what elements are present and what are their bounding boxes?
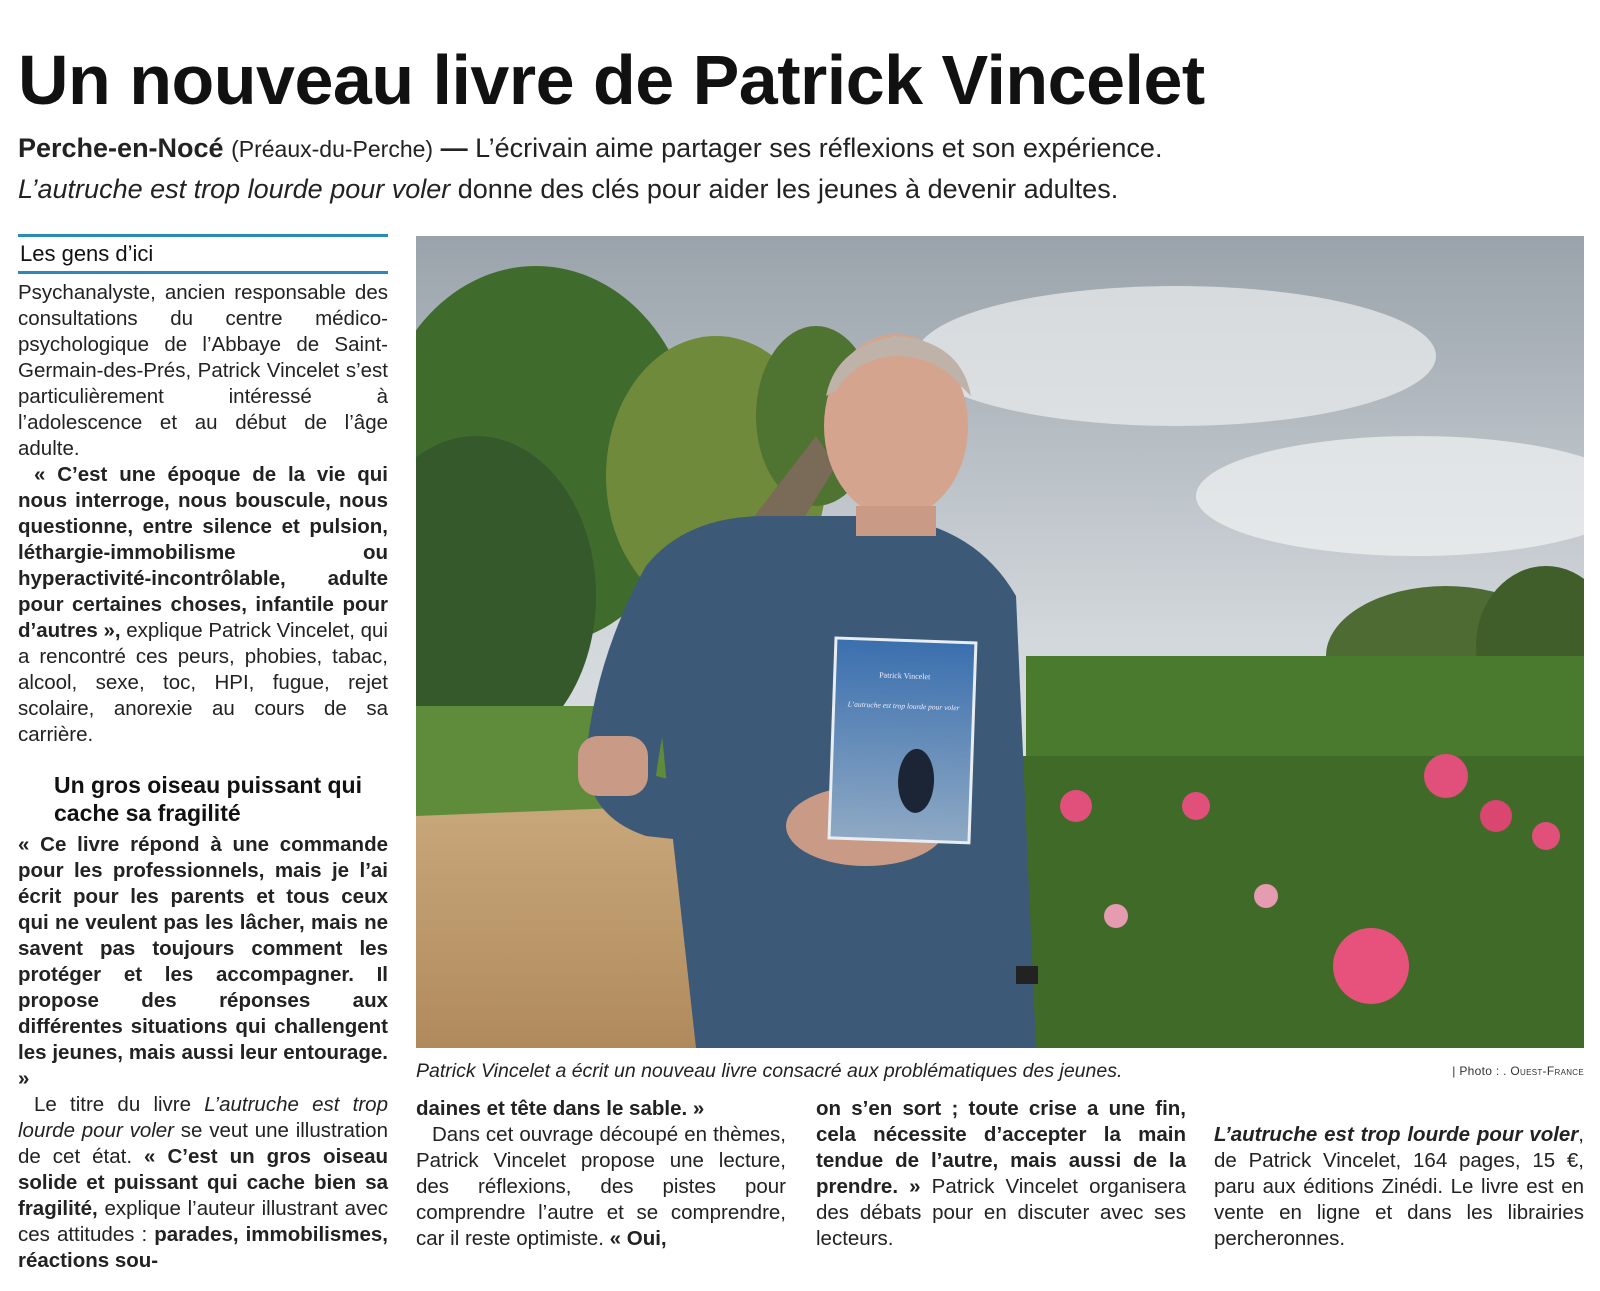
- column-1-bottom: [18, 832, 388, 1274]
- rose: [1532, 822, 1560, 850]
- rose: [1333, 928, 1409, 1004]
- rose: [1254, 884, 1278, 908]
- paragraph: [18, 1092, 388, 1274]
- paragraph: [816, 1096, 1186, 1252]
- column-3: [816, 1096, 1186, 1252]
- paragraph-text: se veut une illustration de cet état.: [18, 1119, 388, 1168]
- paragraph: [416, 1096, 786, 1122]
- rose: [1424, 754, 1468, 798]
- location: Perche-en-Nocé: [18, 133, 224, 163]
- book-title: L’autruche est trop lourde pour voler: [847, 699, 960, 713]
- quote: « Oui,: [609, 1227, 667, 1250]
- paragraph-text: Le titre du livre: [34, 1093, 205, 1116]
- paragraph: [416, 1122, 786, 1252]
- paragraph: Psychanalyste, ancien responsable des consultations du centre médico-psychologique de l’Abbaye de Saint-Germain-des-Prés, Patrick Vincelet s’est particulièrement intéressé à l’adolescence et au début de l’âge adulte.: [18, 281, 388, 460]
- dash: —: [440, 133, 468, 163]
- chapeau-line-2: donne des clés pour aider les jeunes à devenir adultes.: [450, 174, 1119, 204]
- cloud: [916, 286, 1436, 426]
- credit-prefix: | Photo : .: [1452, 1064, 1511, 1078]
- rose: [1182, 792, 1210, 820]
- photo-credit: [1452, 1064, 1584, 1078]
- chapeau-book-title: L’autruche est trop lourde pour voler: [18, 174, 451, 204]
- intertitle: Un gros oiseau puissant qui cache sa fragilité: [54, 772, 362, 826]
- location-detail: (Préaux-du-Perche): [231, 136, 434, 162]
- paragraph-text: explique Patrick Vincelet, qui a rencontré ces peurs, phobies, tabac, alcool, sexe, toc, HPI, fugue, rejet scolaire, anorexie au cours de sa carrière.: [18, 619, 388, 746]
- rubrique: Les gens d’ici: [18, 234, 388, 274]
- chapeau-line-1: L’écrivain aime partager ses réflexions et son expérience.: [467, 133, 1163, 163]
- paragraph-text: Patrick Vincelet organisera des débats pour en discuter avec ses lecteurs.: [816, 1175, 1186, 1250]
- forearm: [578, 736, 648, 796]
- column-4-infobox: [1214, 1122, 1584, 1252]
- paragraph: [18, 462, 388, 748]
- paragraph-text: , de Patrick Vincelet, 164 pages, 15 €, paru aux éditions Zinédi. Le livre est en vente en ligne et dans les librairies percheronnes.: [1214, 1123, 1584, 1250]
- photo-illustration: [416, 236, 1584, 1048]
- column-2: [416, 1096, 786, 1252]
- quote: parades, immobilismes, réactions sou-: [18, 1223, 388, 1272]
- rose: [1480, 800, 1512, 832]
- column-1-top: [18, 280, 388, 748]
- paragraph: [18, 832, 388, 1092]
- book: [829, 638, 976, 843]
- book-title: L’autruche est trop lourde pour voler: [18, 1093, 388, 1142]
- quote: « Ce livre répond à une commande pour les professionnels, mais je l’ai écrit pour les parents et tous ceux qui ne veulent pas les lâcher, mais ne savent pas toujours comment les protéger et les accompagner. Il propose des réponses aux différentes situations qui challengent les jeunes, mais aussi leur entourage. »: [18, 833, 388, 1090]
- book-cover: [829, 638, 976, 843]
- neck: [856, 506, 936, 536]
- paragraph-text: Dans cet ouvrage découpé en thèmes, Patrick Vincelet propose une lecture, des réflexions, des pistes pour comprendre l’autre et se comprendre, car il reste optimiste.: [416, 1123, 786, 1250]
- quote: daines et tête dans le sable. »: [416, 1097, 705, 1120]
- book-author: Patrick Vincelet: [879, 670, 931, 682]
- credit-source: Ouest-France: [1510, 1064, 1584, 1078]
- quote: « C’est une époque de la vie qui nous interroge, nous bouscule, nous questionne, entre silence et pulsion, léthargie-immobilisme ou hyperactivité-incontrôlable, adulte pour certaines choses, infantile pour d’autres »,: [18, 463, 388, 642]
- paragraph: [1214, 1122, 1584, 1252]
- quote: « C’est un gros oiseau solide et puissant qui cache bien sa fragilité,: [18, 1145, 388, 1220]
- headline: Un nouveau livre de Patrick Vincelet: [18, 41, 1205, 119]
- quote: on s’en sort ; toute crise a une fin, cela nécessite d’accepter la main tendue de l’autre, mais aussi de la prendre. »: [816, 1097, 1186, 1198]
- watch: [1016, 966, 1038, 984]
- paragraph-text: explique l’auteur illustrant avec ces attitudes :: [18, 1197, 388, 1246]
- book-title: L’autruche est trop lourde pour voler: [1214, 1123, 1579, 1146]
- rose: [1060, 790, 1092, 822]
- photo-caption: Patrick Vincelet a écrit un nouveau livre consacré aux problématiques des jeunes.: [416, 1060, 1123, 1082]
- rose-bush: [1016, 756, 1584, 1048]
- rose: [1104, 904, 1128, 928]
- chapeau: [18, 128, 1578, 209]
- article-photo: [416, 236, 1584, 1048]
